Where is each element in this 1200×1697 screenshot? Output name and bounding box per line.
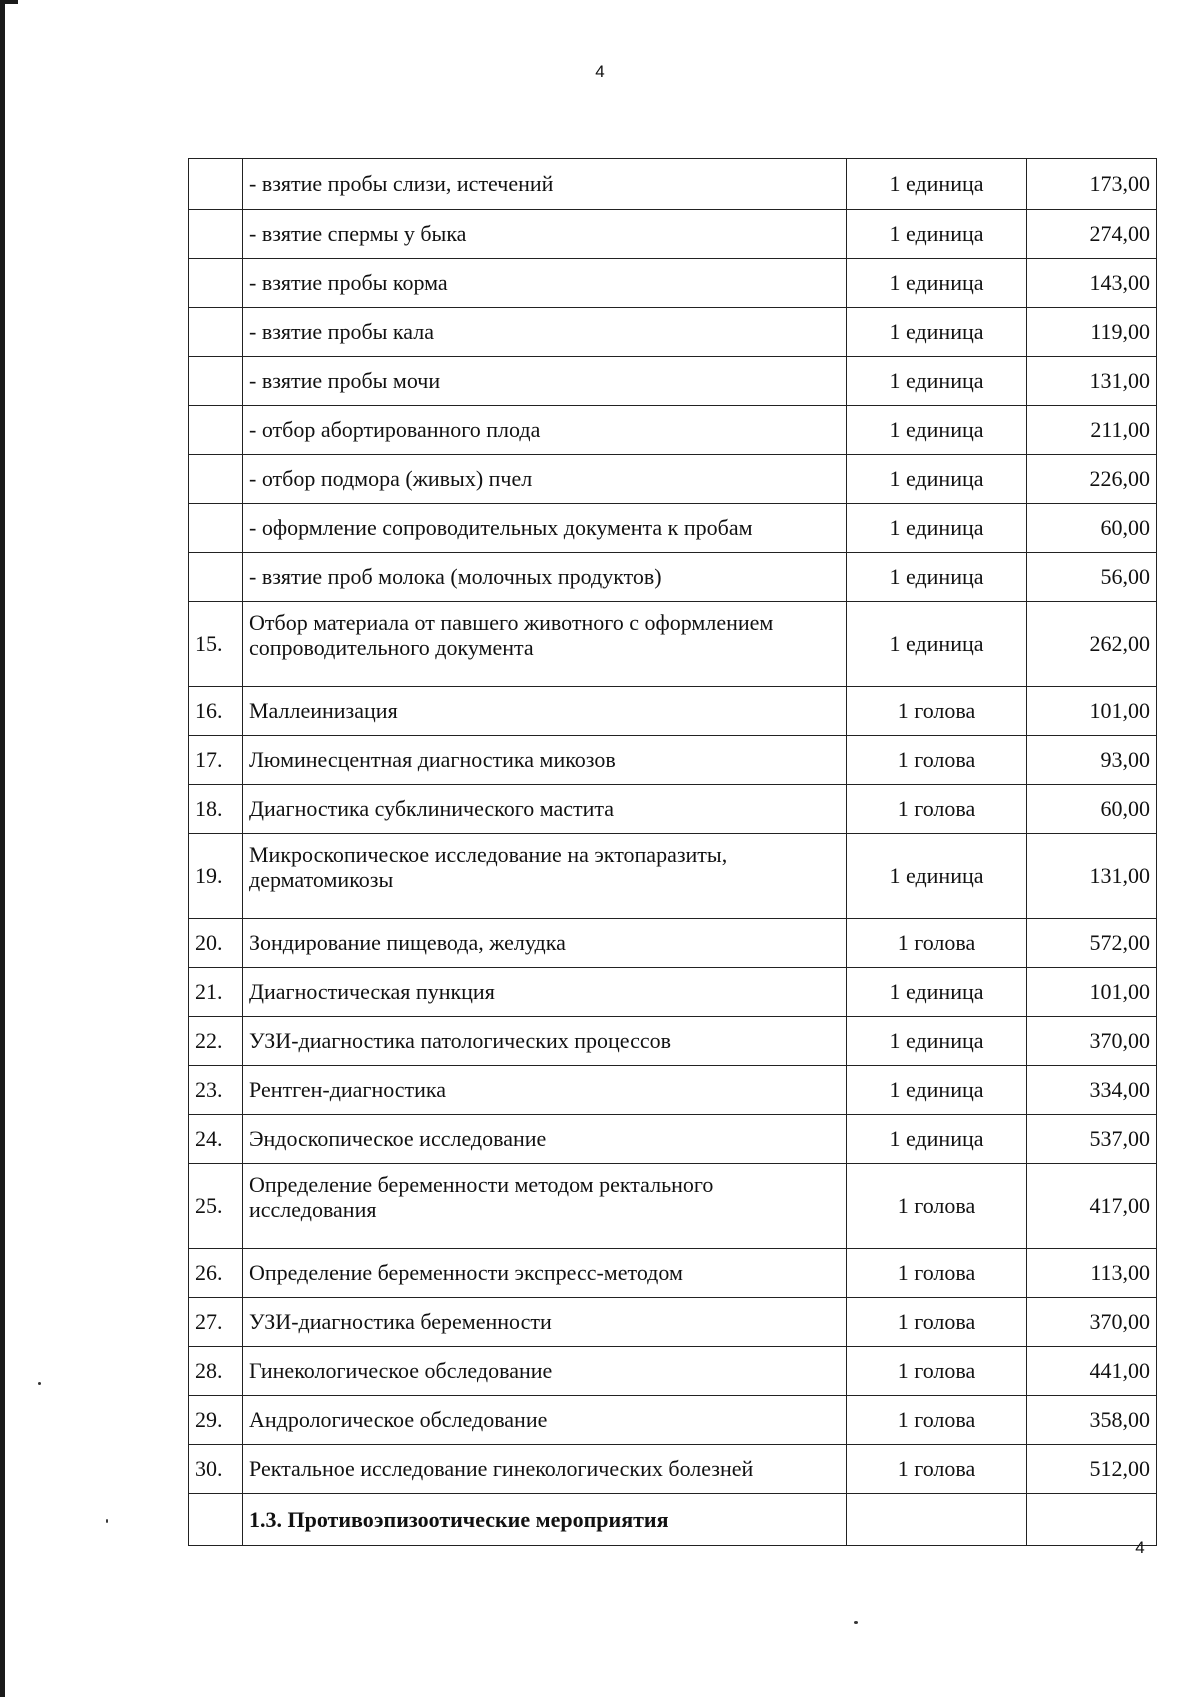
table-row-continued (189, 504, 1157, 553)
table-row (189, 1396, 1157, 1445)
cell-num (189, 1494, 243, 1546)
cell-num: 21. (189, 968, 243, 1017)
cell-unit: 1 голова (847, 1396, 1027, 1445)
table-row (189, 687, 1157, 736)
cell-price: 537,00 (1027, 1115, 1157, 1164)
cell-num: 27. (189, 1298, 243, 1347)
cell-unit: 1 голова (847, 1445, 1027, 1494)
cell-price: 56,00 (1027, 553, 1157, 602)
cell-unit: 1 единица (847, 455, 1027, 504)
cell-unit: 1 единица (847, 308, 1027, 357)
cell-price: 143,00 (1027, 259, 1157, 308)
cell-unit: 1 голова (847, 1298, 1027, 1347)
cell-price: 173,00 (1027, 159, 1157, 210)
cell-unit: 1 единица (847, 504, 1027, 553)
table-row-continued (189, 259, 1157, 308)
cell-unit: 1 единица (847, 406, 1027, 455)
cell-unit: 1 голова (847, 919, 1027, 968)
cell-unit: 1 единица (847, 1115, 1027, 1164)
cell-num: 28. (189, 1347, 243, 1396)
cell-name: УЗИ-диагностика беременности (243, 1298, 847, 1347)
cell-num: 26. (189, 1249, 243, 1298)
table-row (189, 1347, 1157, 1396)
cell-num (189, 159, 243, 210)
page-number-bottom: 4 (1135, 1538, 1145, 1557)
scan-speck (854, 1621, 858, 1624)
cell-name: Маллеинизация (243, 687, 847, 736)
cell-name: - взятие спермы у быка (243, 210, 847, 259)
cell-unit: 1 единица (847, 1066, 1027, 1115)
cell-unit: 1 голова (847, 1347, 1027, 1396)
table-row (189, 1298, 1157, 1347)
cell-name: - взятие пробы корма (243, 259, 847, 308)
table-row (189, 834, 1157, 919)
cell-num (189, 553, 243, 602)
cell-name: Определение беременности методом ректального исследования (243, 1164, 847, 1249)
cell-num: 15. (189, 602, 243, 687)
cell-num (189, 455, 243, 504)
cell-num (189, 406, 243, 455)
cell-price: 60,00 (1027, 785, 1157, 834)
cell-num: 16. (189, 687, 243, 736)
cell-unit: 1 единица (847, 159, 1027, 210)
table-row-continued (189, 455, 1157, 504)
cell-name: Микроскопическое исследование на эктопаразиты, дерматомикозы (243, 834, 847, 919)
price-table (188, 158, 1157, 1546)
cell-unit: 1 голова (847, 785, 1027, 834)
cell-price: 93,00 (1027, 736, 1157, 785)
cell-num: 17. (189, 736, 243, 785)
cell-num (189, 504, 243, 553)
table-row (189, 785, 1157, 834)
table-row (189, 919, 1157, 968)
cell-num (189, 259, 243, 308)
cell-num: 30. (189, 1445, 243, 1494)
cell-price: 370,00 (1027, 1017, 1157, 1066)
cell-price: 119,00 (1027, 308, 1157, 357)
cell-unit: 1 голова (847, 736, 1027, 785)
table-row (189, 1115, 1157, 1164)
cell-name: - взятие пробы кала (243, 308, 847, 357)
cell-price: 226,00 (1027, 455, 1157, 504)
cell-price: 441,00 (1027, 1347, 1157, 1396)
table-row-continued (189, 406, 1157, 455)
table-row (189, 1164, 1157, 1249)
cell-price: 358,00 (1027, 1396, 1157, 1445)
cell-num: 29. (189, 1396, 243, 1445)
scan-border-left (0, 0, 5, 1697)
cell-num: 23. (189, 1066, 243, 1115)
cell-num (189, 210, 243, 259)
cell-unit: 1 единица (847, 553, 1027, 602)
cell-name: Рентген-диагностика (243, 1066, 847, 1115)
cell-name: - взятие проб молока (молочных продуктов) (243, 553, 847, 602)
cell-price: 131,00 (1027, 357, 1157, 406)
cell-unit: 1 голова (847, 1249, 1027, 1298)
cell-name: - взятие пробы слизи, истечений (243, 159, 847, 210)
cell-unit: 1 единица (847, 259, 1027, 308)
table-row-continued (189, 210, 1157, 259)
cell-num: 18. (189, 785, 243, 834)
cell-unit: 1 единица (847, 968, 1027, 1017)
cell-name: Зондирование пищевода, желудка (243, 919, 847, 968)
cell-price: 572,00 (1027, 919, 1157, 968)
cell-name: - оформление сопроводительных документа к пробам (243, 504, 847, 553)
cell-name: - отбор абортированного плода (243, 406, 847, 455)
table-row (189, 968, 1157, 1017)
section-title: 1.3. Противоэпизоотические мероприятия (243, 1494, 847, 1546)
cell-num: 22. (189, 1017, 243, 1066)
table-row-continued (189, 553, 1157, 602)
cell-price: 274,00 (1027, 210, 1157, 259)
cell-name: Андрологическое обследование (243, 1396, 847, 1445)
scan-speck (38, 1382, 41, 1385)
cell-name: Диагностика субклинического мастита (243, 785, 847, 834)
scan-border-corner (0, 0, 18, 4)
cell-num: 25. (189, 1164, 243, 1249)
cell-price: 211,00 (1027, 406, 1157, 455)
table-row (189, 1445, 1157, 1494)
cell-name: - отбор подмора (живых) пчел (243, 455, 847, 504)
table-row (189, 602, 1157, 687)
cell-price: 60,00 (1027, 504, 1157, 553)
table-row (189, 1017, 1157, 1066)
table-row (189, 1066, 1157, 1115)
cell-unit: 1 единица (847, 602, 1027, 687)
table-row-continued (189, 308, 1157, 357)
table-row (189, 736, 1157, 785)
cell-num: 19. (189, 834, 243, 919)
table-row-continued (189, 357, 1157, 406)
cell-unit: 1 единица (847, 357, 1027, 406)
cell-num (189, 308, 243, 357)
cell-num: 24. (189, 1115, 243, 1164)
cell-name: Ректальное исследование гинекологических болезней (243, 1445, 847, 1494)
cell-price: 370,00 (1027, 1298, 1157, 1347)
cell-name: Диагностическая пункция (243, 968, 847, 1017)
table-row (189, 1249, 1157, 1298)
cell-price: 512,00 (1027, 1445, 1157, 1494)
cell-name: - взятие пробы мочи (243, 357, 847, 406)
cell-unit: 1 единица (847, 834, 1027, 919)
cell-unit (847, 1494, 1027, 1546)
cell-price: 113,00 (1027, 1249, 1157, 1298)
cell-unit: 1 голова (847, 687, 1027, 736)
cell-unit: 1 единица (847, 210, 1027, 259)
scan-speck (106, 1519, 108, 1523)
table-row-section (189, 1494, 1157, 1546)
cell-price: 101,00 (1027, 687, 1157, 736)
cell-unit: 1 голова (847, 1164, 1027, 1249)
page-number-top: 4 (595, 62, 605, 81)
cell-price: 262,00 (1027, 602, 1157, 687)
cell-num: 20. (189, 919, 243, 968)
cell-name: Отбор материала от павшего животного с оформлением сопроводительного документа (243, 602, 847, 687)
cell-price: 334,00 (1027, 1066, 1157, 1115)
cell-name: Определение беременности экспресс-методом (243, 1249, 847, 1298)
cell-price: 417,00 (1027, 1164, 1157, 1249)
cell-name: УЗИ-диагностика патологических процессов (243, 1017, 847, 1066)
cell-price: 101,00 (1027, 968, 1157, 1017)
cell-name: Люминесцентная диагностика микозов (243, 736, 847, 785)
table-row-continued (189, 159, 1157, 210)
cell-name: Гинекологическое обследование (243, 1347, 847, 1396)
cell-name: Эндоскопическое исследование (243, 1115, 847, 1164)
cell-num (189, 357, 243, 406)
cell-unit: 1 единица (847, 1017, 1027, 1066)
cell-price: 131,00 (1027, 834, 1157, 919)
